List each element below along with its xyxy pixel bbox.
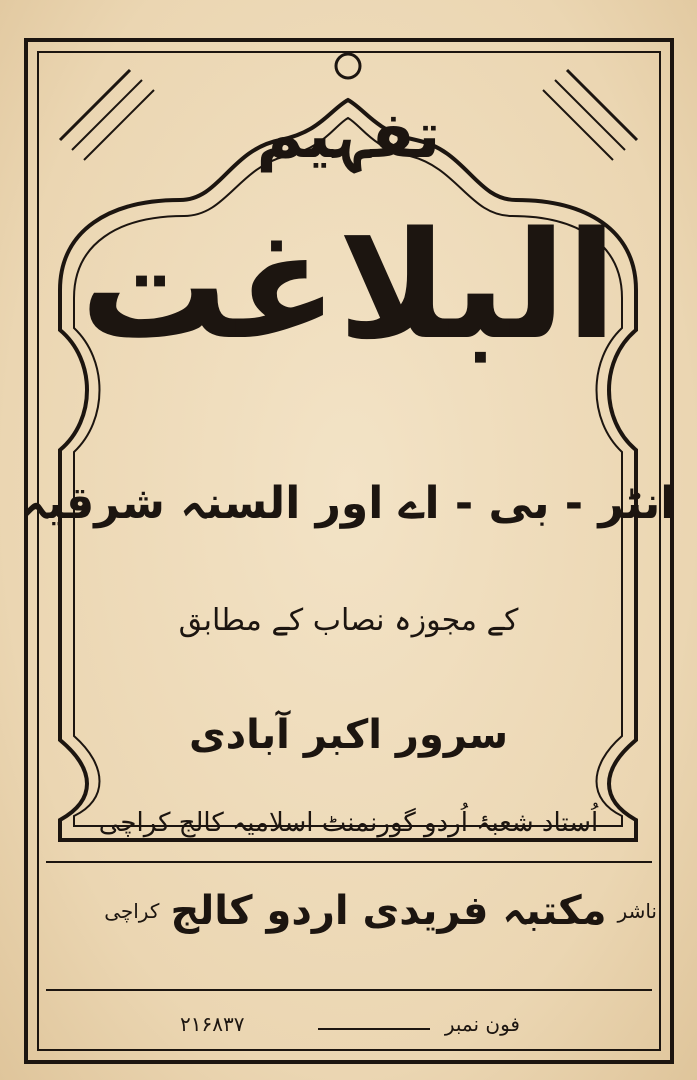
phone-number: ۲۱۶۸۳۷ [180, 1012, 245, 1036]
publisher-name: مکتبہ فریدی اردو کالج [170, 888, 607, 934]
phone-line [180, 1012, 520, 1042]
phone-label: فون نمبر [444, 1012, 520, 1036]
author-name: سرور اکبر آبادی [188, 712, 509, 758]
title-prefix: تفہیم [256, 99, 441, 173]
course-line: انٹر - بی - اے اور السنہ شرقیہ [21, 478, 676, 529]
publisher-city: کراچی [104, 899, 160, 923]
publisher-label: ناشر [617, 899, 657, 923]
book-title: البلاغت [80, 200, 617, 372]
publisher-line [40, 888, 657, 934]
author-position: اُستاد شعبۂ اُردو گورنمنٹ اسلامیہ کالج کراچی [98, 808, 599, 838]
syllabus-line: کے مجوزہ نصاب کے مطابق [178, 603, 519, 638]
phone-dash [318, 1028, 430, 1030]
